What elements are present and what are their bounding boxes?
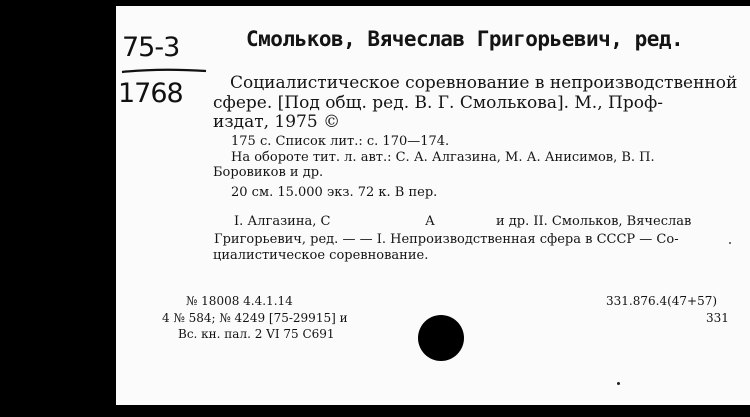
tracing-line-3: циалистическое соревнование. (213, 248, 429, 263)
tracing-line-2: Григорьевич, ред. — — I. Непроизводственная сфера в СССР — Со- (214, 232, 679, 247)
title-line-1: Социалистическое соревнование в непроизводственной (230, 73, 738, 93)
handwritten-number: 1768 (118, 78, 183, 109)
scan-border-bottom (0, 405, 750, 417)
authors-line-2: Боровиков и др. (213, 165, 324, 180)
tracing-line-1-start: I. Алгазина, С (234, 214, 331, 229)
title-line-2: сфере. [Под общ. ред. В. Г. Смолькова]. М., Проф- (213, 93, 664, 113)
scan-speck (729, 242, 731, 244)
scan-speck (617, 382, 620, 385)
catalog-card (116, 6, 750, 405)
collation: 175 с. Список лит.: с. 170—174. (231, 134, 450, 149)
handwritten-underline (120, 66, 208, 76)
physical-description: 20 см. 15.000 экз. 72 к. В пер. (231, 185, 438, 200)
classification-sub: 331 (706, 311, 729, 325)
order-line: 4 № 584; № 4249 [75-29915] и (162, 311, 348, 325)
tracing-line-1-mid: А (425, 214, 435, 229)
handwritten-call-number: 75-3 (122, 32, 180, 63)
authors-line-1: На обороте тит. л. авт.: С. А. Алгазина, М. А. Анисимов, В. П. (231, 150, 655, 165)
card-heading: Смольков, Вячеслав Григорьевич, ред. (246, 27, 684, 51)
chamber-line: Вс. кн. пал. 2 VI 75 С691 (178, 327, 335, 341)
record-number: № 18008 4.4.1.14 (186, 294, 293, 308)
tracing-line-1-end: и др. II. Смольков, Вячеслав (496, 214, 692, 229)
punch-hole (418, 315, 464, 361)
title-line-3: издат, 1975 © (213, 112, 341, 132)
scan-border-left (0, 0, 116, 417)
classification-number: 331.876.4(47+57) (606, 294, 718, 308)
